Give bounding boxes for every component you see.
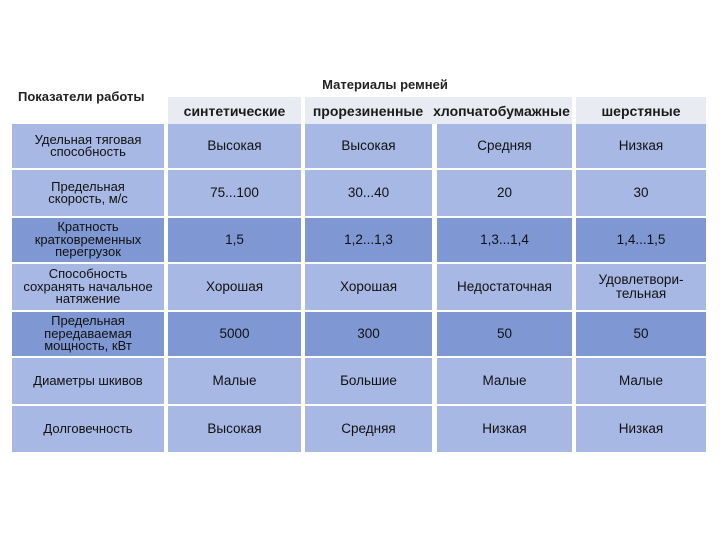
cell-overload-label: Кратность кратковременных перегрузок [12,218,164,262]
cell-power-label: Предельная передаваемая мощность, кВт [12,312,164,356]
cell-traction-cotton: Средняя [437,124,572,168]
cell-tension-label: Способность сохранять начальное натяжение [12,264,164,310]
cell-overload-rubberized: 1,2...1,3 [305,218,432,262]
cell-speed-rubberized: 30...40 [305,170,432,216]
cell-power-synthetic: 5000 [168,312,301,356]
column-header-rubberized: прорезиненные [312,102,424,119]
corner-header: Показатели работы [18,89,145,104]
cell-overload-synthetic: 1,5 [168,218,301,262]
column-header-cotton: хлопчатобумажные [433,102,570,119]
cell-traction-label: Удельная тяговая способность [12,124,164,168]
cell-overload-wool: 1,4...1,5 [576,218,706,262]
cell-tension-cotton: Недостаточная [437,264,572,310]
cell-speed-synthetic: 75...100 [168,170,301,216]
cell-durability-synthetic: Высокая [168,406,301,452]
cell-overload-cotton: 1,3...1,4 [437,218,572,262]
cell-durability-wool: Низкая [576,406,706,452]
cell-power-rubberized: 300 [305,312,432,356]
cell-tension-wool: Удовлетвори- тельная [576,264,706,310]
cell-tension-synthetic: Хорошая [168,264,301,310]
cell-speed-label: Предельная скорость, м/с [12,170,164,216]
cell-speed-wool: 30 [576,170,706,216]
column-header-synthetic: синтетические [183,102,286,119]
cell-pulley-cotton: Малые [437,358,572,404]
cell-tension-rubberized: Хорошая [305,264,432,310]
cell-pulley-wool: Малые [576,358,706,404]
cell-pulley-label: Диаметры шкивов [12,358,164,404]
cell-durability-label: Долговечность [12,406,164,452]
cell-power-wool: 50 [576,312,706,356]
cell-speed-cotton: 20 [437,170,572,216]
column-header-wool: шерстяные [601,102,681,119]
cell-traction-synthetic: Высокая [168,124,301,168]
cell-power-cotton: 50 [437,312,572,356]
cell-durability-rubberized: Средняя [305,406,432,452]
cell-pulley-synthetic: Малые [168,358,301,404]
cell-traction-wool: Низкая [576,124,706,168]
cell-pulley-rubberized: Большие [305,358,432,404]
cell-durability-cotton: Низкая [437,406,572,452]
cell-traction-rubberized: Высокая [305,124,432,168]
group-header: Материалы ремней [322,77,448,92]
